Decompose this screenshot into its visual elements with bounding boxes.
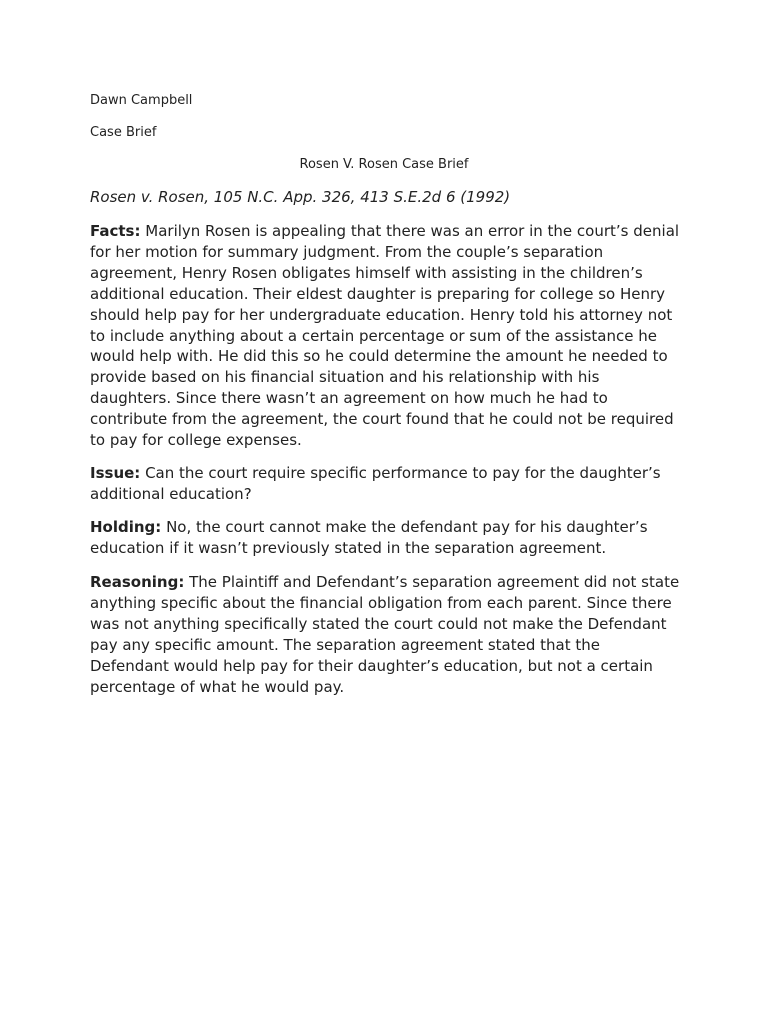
issue-label: Issue: — [90, 464, 141, 482]
holding-text: No, the court cannot make the defendant pay for his daughter’s education if it wasn’t previously stated in the separation agreement. — [90, 518, 648, 557]
holding-section — [90, 517, 680, 559]
facts-section — [90, 221, 680, 451]
author-name: Dawn Campbell — [90, 93, 193, 108]
holding-label: Holding: — [90, 518, 162, 536]
issue-section — [90, 463, 680, 505]
reasoning-section — [90, 572, 680, 697]
facts-text: Marilyn Rosen is appealing that there was an error in the court’s denial for her motion for summary judgment. From the couple’s separation agreement, Henry Rosen obligates himself with assisting in the children’s additional education. Their eldest daughter is preparing for college so Henry should help pay for her undergraduate education. Henry told his attorney not to include anything about a certain percentage or sum of the assistance he would help with. He did this so he could determine the amount he needed to provide based on his financial situation and his relationship with his daughters. Since there wasn’t an agreement on how much he had to contribute from the agreement, the court found that he could not be required to pay for college expenses. — [90, 222, 680, 450]
reasoning-label: Reasoning: — [90, 573, 185, 591]
issue-text: Can the court require specific performance to pay for the daughter’s additional education? — [90, 464, 661, 503]
document-type: Case Brief — [90, 125, 157, 140]
facts-label: Facts: — [90, 222, 141, 240]
page-title: Rosen V. Rosen Case Brief — [299, 157, 469, 172]
case-citation: Rosen v. Rosen, 105 N.C. App. 326, 413 S.E.2d 6 (1992) — [90, 188, 511, 206]
reasoning-text: The Plaintiff and Defendant’s separation agreement did not state anything specific about the financial obligation from each parent. Since there was not anything specifically stated the court could not make the Defendant pay any specific amount. The separation agreement stated that the Defendant would help pay for their daughter’s education, but not a certain percentage of what he would pay. — [90, 573, 680, 696]
